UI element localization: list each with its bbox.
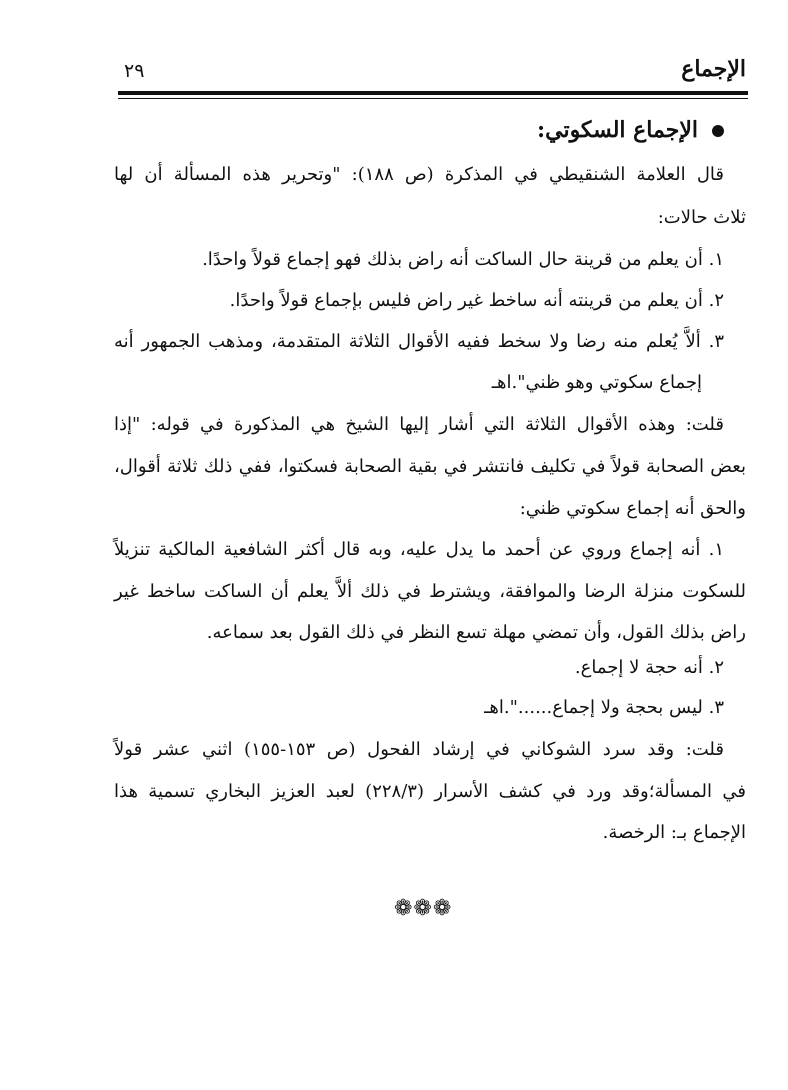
header-rule-thick [118, 91, 748, 95]
paragraph-line: في المسألة؛وقد ورد في كشف الأسرار (٢٢٨/٣) لعبد العزيز البخاري تسمية هذا [114, 781, 746, 802]
section-heading-text: الإجماع السكوتي: [536, 117, 698, 143]
bullet-icon [712, 125, 724, 137]
section-heading [537, 117, 724, 143]
section-end-ornament: ❁❁❁ [394, 896, 453, 921]
paragraph-line: والحق أنه إجماع سكوتي ظني: [519, 498, 746, 519]
paragraph-line: قلت: وقد سرد الشوكاني في إرشاد الفحول (ص ١٥٣-١٥٥) اثني عشر قولاً [114, 739, 724, 760]
paragraph-line: الإجماع بـ: الرخصة. [602, 822, 746, 843]
list-item: ١. أنه إجماع وروي عن أحمد ما يدل عليه، وبه قال أكثر الشافعية المالكية تنزيلاً [114, 539, 724, 560]
list-item: ٣. ألاَّ يُعلم منه رضا ولا سخط ففيه الأقوال الثلاثة المتقدمة، ومذهب الجمهور أنه [114, 331, 724, 352]
list-item-continuation: للسكوت منزلة الرضا والموافقة، ويشترط في ذلك ألاَّ يعلم أن الساكت ساخط غير [114, 581, 746, 602]
header-rule-thin [118, 98, 748, 99]
paragraph-line: قلت: وهذه الأقوال الثلاثة التي أشار إليها الشيخ هي المذكورة في قوله: "إذا [114, 414, 724, 435]
page-number: ٢٩ [124, 60, 145, 82]
running-title: الإجماع [681, 56, 746, 82]
list-item-continuation: إجماع سكوتي وهو ظني".اهـ [491, 372, 702, 393]
list-item-continuation: راض بذلك القول، وأن تمضي مهلة تسع النظر في ذلك القول بعد سماعه. [206, 622, 746, 643]
list-item: ٢. أن يعلم من قرينته أنه ساخط غير راض فليس بإجماع قولاً واحدًا. [229, 290, 724, 311]
list-item: ٢. أنه حجة لا إجماع. [574, 657, 724, 678]
list-item: ٣. ليس بحجة ولا إجماع......".اهـ [484, 697, 724, 718]
page-header [118, 56, 746, 92]
paragraph-line: قال العلامة الشنقيطي في المذكرة (ص ١٨٨): "وتحرير هذه المسألة أن لها [114, 164, 724, 185]
list-item: ١. أن يعلم من قرينة حال الساكت أنه راض بذلك فهو إجماع قولاً واحدًا. [202, 249, 724, 270]
paragraph-line: ثلاث حالات: [657, 207, 746, 228]
paragraph-line: بعض الصحابة قولاً في تكليف فانتشر في بقية الصحابة فسكتوا، ففي ذلك ثلاثة أقوال، [114, 456, 746, 477]
